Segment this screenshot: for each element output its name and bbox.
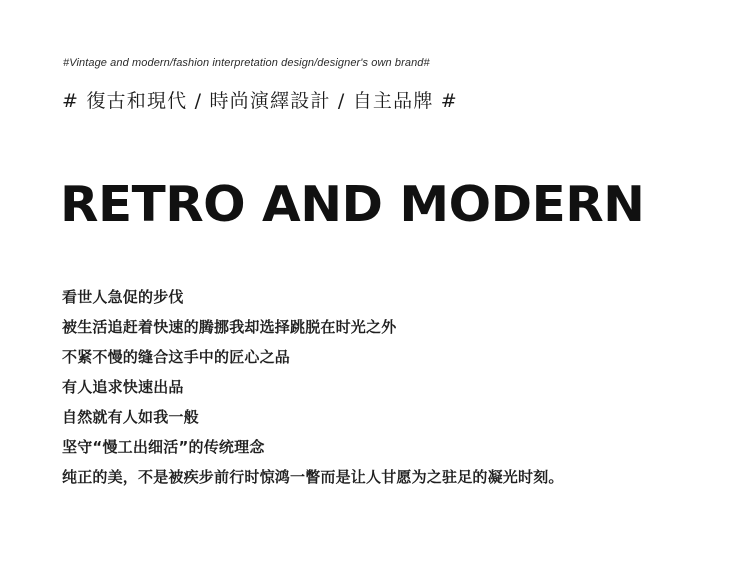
body-line: 被生活追赶着快速的腾挪我却选择跳脱在时光之外 <box>62 318 397 336</box>
body-line: 坚守“慢工出细活”的传统理念 <box>62 438 265 456</box>
body-line: 不紧不慢的缝合这手中的匠心之品 <box>62 348 291 366</box>
body-copy-block <box>62 282 702 492</box>
tagline-english: #Vintage and modern/fashion interpretation design/designer's own brand# <box>63 57 430 69</box>
page-title: RETRO AND MODERN <box>60 176 645 233</box>
body-line: 看世人急促的步伐 <box>62 288 184 306</box>
body-line: 纯正的美，不是被疾步前行时惊鸿一瞥而是让人甘愿为之驻足的凝光时刻。 <box>62 468 564 486</box>
body-line: 自然就有人如我一般 <box>62 408 199 426</box>
tagline-chinese: # 復古和現代 / 時尚演繹設計 / 自主品牌 # <box>62 90 458 112</box>
body-line: 有人追求快速出品 <box>62 378 184 396</box>
